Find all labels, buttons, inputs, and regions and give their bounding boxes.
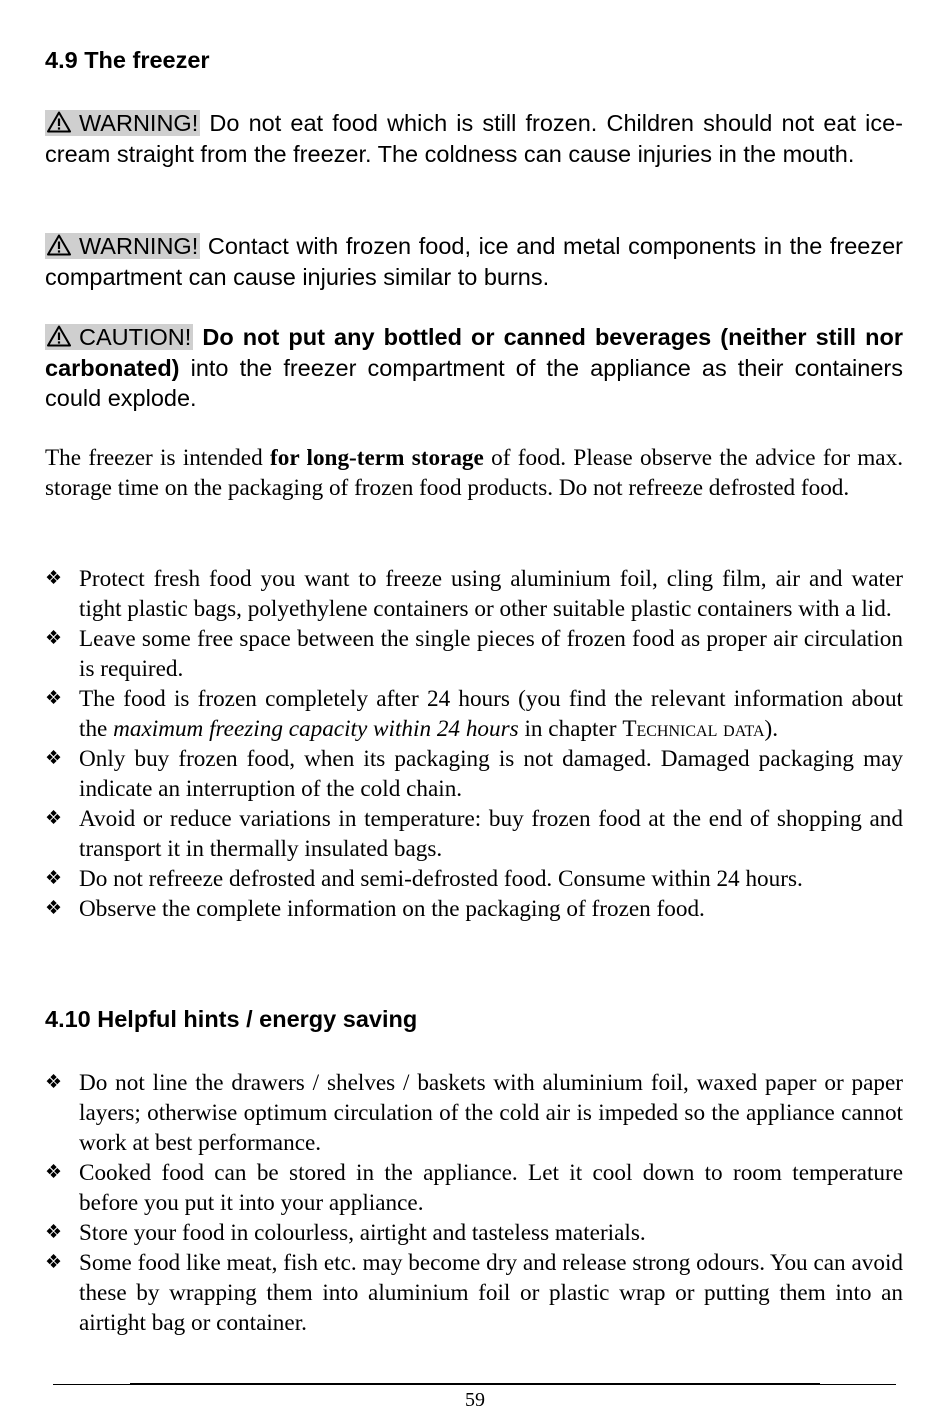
section-title-helpful-hints: 4.10 Helpful hints / energy saving (45, 1006, 418, 1032)
list-item (45, 744, 903, 804)
four-diamond-bullet-icon: ❖ (45, 808, 63, 829)
warning-label: WARNING! (79, 110, 199, 136)
intro-text-before: The freezer is intended (45, 445, 263, 471)
list-item-text: in chapter (524, 716, 617, 742)
list-item (45, 1068, 903, 1158)
warning-text: Do not eat food which is still frozen. Children should not eat ice-cream straight from the freezer. The coldness can cause injuries in the mouth. (45, 110, 904, 167)
caution-text: into the freezer compartment of the appliance as their containers could explode. (45, 354, 903, 411)
four-diamond-bullet-icon: ❖ (45, 1222, 63, 1243)
freezer-tips-list (45, 564, 903, 924)
page-number: 59 (465, 1389, 485, 1411)
list-item (45, 864, 903, 894)
caution-label: CAUTION! (79, 324, 192, 350)
energy-saving-list (45, 1068, 903, 1338)
warning-notice-frozen-food (45, 108, 903, 169)
warning-notice-burns (45, 231, 903, 292)
four-diamond-bullet-icon: ❖ (45, 748, 63, 769)
list-item-text: Some food like meat, fish etc. may become dry and release strong odours. You can avoid these by wrapping them into aluminium foil or plastic wrap or putting them into an airtight bag or container. (79, 1250, 903, 1336)
list-item (45, 624, 903, 684)
list-item-text: Store your food in colourless, airtight and tasteless materials. (79, 1220, 646, 1246)
list-item (45, 1218, 903, 1248)
caution-notice-beverages (45, 322, 903, 414)
footer-divider-accent (130, 1383, 820, 1385)
list-item-text: ). (764, 716, 779, 742)
list-item-text: Cooked food can be stored in the appliance. Let it cool down to room temperature before you put it into your appliance. (79, 1160, 903, 1216)
list-item (45, 804, 903, 864)
four-diamond-bullet-icon: ❖ (45, 868, 63, 889)
list-item-text: Avoid or reduce variations in temperature: buy frozen food at the end of shopping and transport it in thermally insulated bags. (79, 806, 903, 862)
chapter-reference: Technical data (622, 716, 765, 742)
four-diamond-bullet-icon: ❖ (45, 1072, 63, 1093)
italic-phrase: maximum freezing capacity within 24 hours (113, 716, 519, 742)
four-diamond-bullet-icon: ❖ (45, 628, 63, 649)
list-item (45, 564, 903, 624)
intro-bold-text: for long-term storage (270, 445, 484, 471)
list-item-text: Do not line the drawers / shelves / baskets with aluminium foil, waxed paper or paper layers; otherwise optimum circulation of the cold air is impeded so the appliance cannot work at best performance. (79, 1070, 903, 1156)
four-diamond-bullet-icon: ❖ (45, 688, 63, 709)
intro-text-after: of food. Please observe the advice for max. storage time on the packaging of frozen food products. Do not refreeze defrosted food. (45, 445, 903, 501)
list-item (45, 894, 903, 924)
list-item-text: Leave some free space between the single pieces of frozen food as proper air circulation is required. (79, 626, 903, 682)
warning-tag (45, 110, 200, 136)
warning-triangle-icon (47, 325, 71, 347)
warning-triangle-icon (47, 234, 71, 256)
list-item-text: Protect fresh food you want to freeze using aluminium foil, cling film, air and water tight plastic bags, polyethylene containers or other suitable plastic containers with a lid. (79, 566, 903, 622)
list-item (45, 1248, 903, 1338)
list-item (45, 684, 903, 744)
list-item-text: Observe the complete information on the packaging of frozen food. (79, 896, 705, 922)
caution-bold-text: Do not put any bottled or canned beverages (neither still nor carbonated) (45, 324, 903, 381)
four-diamond-bullet-icon: ❖ (45, 568, 63, 589)
list-item (45, 1158, 903, 1218)
list-item-text: Only buy frozen food, when its packaging is not damaged. Damaged packaging may indicate an interruption of the cold chain. (79, 746, 903, 802)
four-diamond-bullet-icon: ❖ (45, 1162, 63, 1183)
warning-text: Contact with frozen food, ice and metal components in the freezer compartment can cause injuries similar to burns. (45, 233, 904, 290)
warning-tag (45, 233, 200, 259)
warning-label: WARNING! (79, 233, 199, 259)
section-title-freezer: 4.9 The freezer (45, 47, 210, 73)
four-diamond-bullet-icon: ❖ (45, 1252, 63, 1273)
list-item-text: Do not refreeze defrosted and semi-defrosted food. Consume within 24 hours. (79, 866, 803, 892)
freezer-intro-paragraph (45, 443, 903, 503)
caution-tag (45, 324, 193, 350)
four-diamond-bullet-icon: ❖ (45, 898, 63, 919)
warning-triangle-icon (47, 111, 71, 133)
list-item-text: The food is frozen completely after 24 hours (you find the relevant information about the (79, 686, 903, 742)
